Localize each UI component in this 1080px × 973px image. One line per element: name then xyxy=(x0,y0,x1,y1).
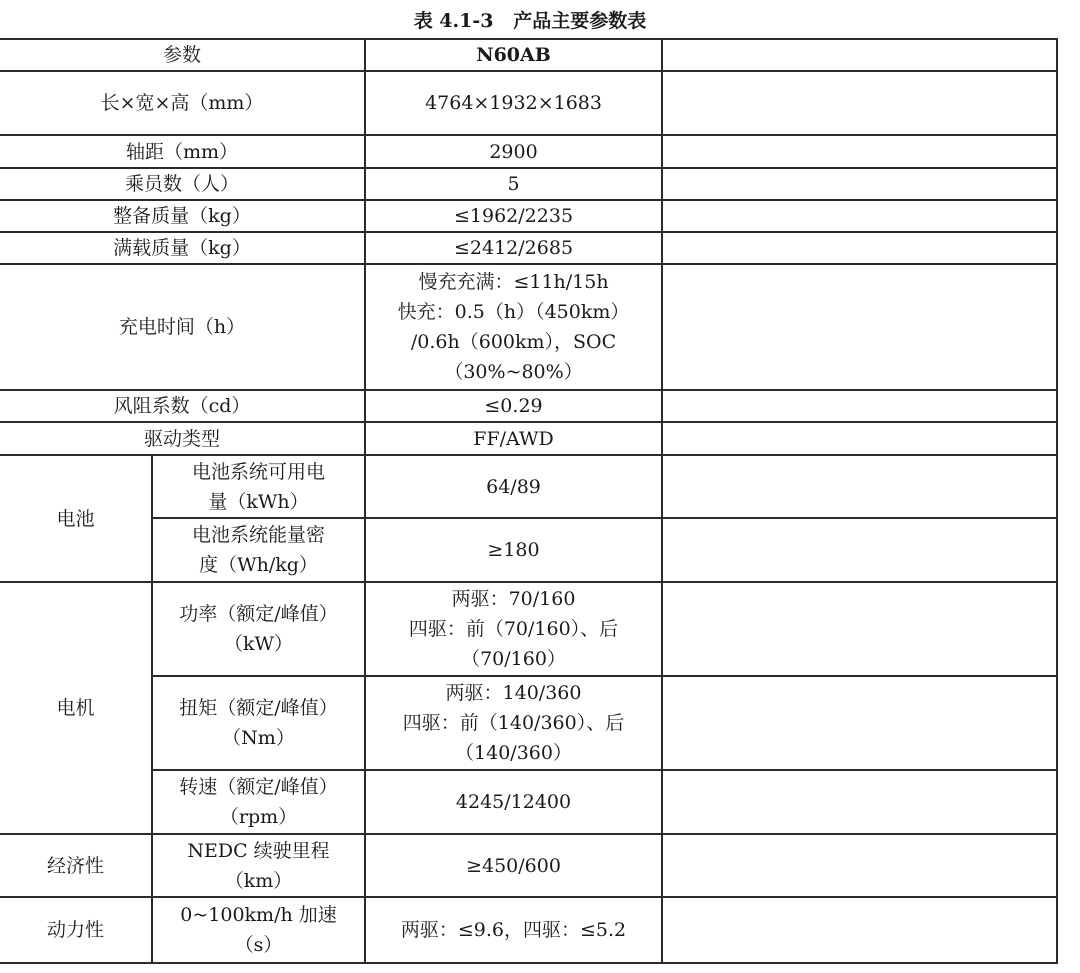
table-row xyxy=(0,676,1057,770)
row-value: 5 xyxy=(365,168,662,200)
row-extra xyxy=(662,135,1057,168)
group-label-economy: 经济性 xyxy=(0,834,152,897)
row-label: 驱动类型 xyxy=(0,422,365,455)
row-extra xyxy=(662,390,1057,422)
row-value: 2900 xyxy=(365,135,662,168)
row-value: 两驱：70/160 四驱：前（70/160）、后 （70/160） xyxy=(365,582,662,676)
row-extra xyxy=(662,676,1057,770)
table-row xyxy=(0,897,1057,963)
row-value: 两驱：140/360 四驱：前（140/360）、后 （140/360） xyxy=(365,676,662,770)
row-extra xyxy=(662,770,1057,834)
table-row xyxy=(0,770,1057,834)
row-value: FF/AWD xyxy=(365,422,662,455)
table-row xyxy=(0,168,1057,200)
row-label: 电池系统能量密 度（Wh/kg） xyxy=(152,518,365,582)
table-row xyxy=(0,518,1057,582)
row-label: 电池系统可用电 量（kWh） xyxy=(152,455,365,518)
row-extra xyxy=(662,518,1057,582)
row-value: ≤1962/2235 xyxy=(365,200,662,232)
table-caption: 表 4.1-3 产品主要参数表 xyxy=(413,10,647,32)
row-label: 满载质量（kg） xyxy=(0,232,365,264)
row-label: 转速（额定/峰值） （rpm） xyxy=(152,770,365,834)
row-label: 轴距（mm） xyxy=(0,135,365,168)
table-header-row xyxy=(0,39,1057,71)
row-label: 风阻系数（cd） xyxy=(0,390,365,422)
row-extra xyxy=(662,582,1057,676)
row-value: 两驱：≤9.6，四驱：≤5.2 xyxy=(365,897,662,963)
row-extra xyxy=(662,71,1057,135)
table-row xyxy=(0,135,1057,168)
header-extra xyxy=(662,39,1057,71)
row-value: 4764×1932×1683 xyxy=(365,71,662,135)
table-row xyxy=(0,232,1057,264)
row-extra xyxy=(662,897,1057,963)
table-row xyxy=(0,71,1057,135)
row-value: ≤0.29 xyxy=(365,390,662,422)
row-label: 整备质量（kg） xyxy=(0,200,365,232)
row-label: 长×宽×高（mm） xyxy=(0,71,365,135)
row-extra xyxy=(662,232,1057,264)
row-label: 扭矩（额定/峰值） （Nm） xyxy=(152,676,365,770)
group-label-motor: 电机 xyxy=(0,582,152,834)
header-model: N60AB xyxy=(365,39,662,71)
row-extra xyxy=(662,455,1057,518)
row-extra xyxy=(662,422,1057,455)
row-label: 乘员数（人） xyxy=(0,168,365,200)
parameter-table xyxy=(0,38,1058,964)
row-value: 64/89 xyxy=(365,455,662,518)
table-row xyxy=(0,264,1057,390)
header-param: 参数 xyxy=(0,39,365,71)
row-extra xyxy=(662,168,1057,200)
row-value: 慢充充满：≤11h/15h 快充：0.5（h）（450km） /0.6h（600km），SOC （30%~80%） xyxy=(365,264,662,390)
table-row xyxy=(0,582,1057,676)
row-label: 功率（额定/峰值） （kW） xyxy=(152,582,365,676)
table-row xyxy=(0,834,1057,897)
row-label: 充电时间（h） xyxy=(0,264,365,390)
table-row xyxy=(0,455,1057,518)
row-value: ≤2412/2685 xyxy=(365,232,662,264)
row-value: 4245/12400 xyxy=(365,770,662,834)
group-label-battery: 电池 xyxy=(0,455,152,582)
table-row xyxy=(0,390,1057,422)
row-extra xyxy=(662,200,1057,232)
row-extra xyxy=(662,264,1057,390)
row-label: NEDC 续驶里程 （km） xyxy=(152,834,365,897)
table-row xyxy=(0,422,1057,455)
row-extra xyxy=(662,834,1057,897)
row-value: ≥180 xyxy=(365,518,662,582)
row-value: ≥450/600 xyxy=(365,834,662,897)
group-label-power: 动力性 xyxy=(0,897,152,963)
row-label: 0~100km/h 加速 （s） xyxy=(152,897,365,963)
table-row xyxy=(0,200,1057,232)
